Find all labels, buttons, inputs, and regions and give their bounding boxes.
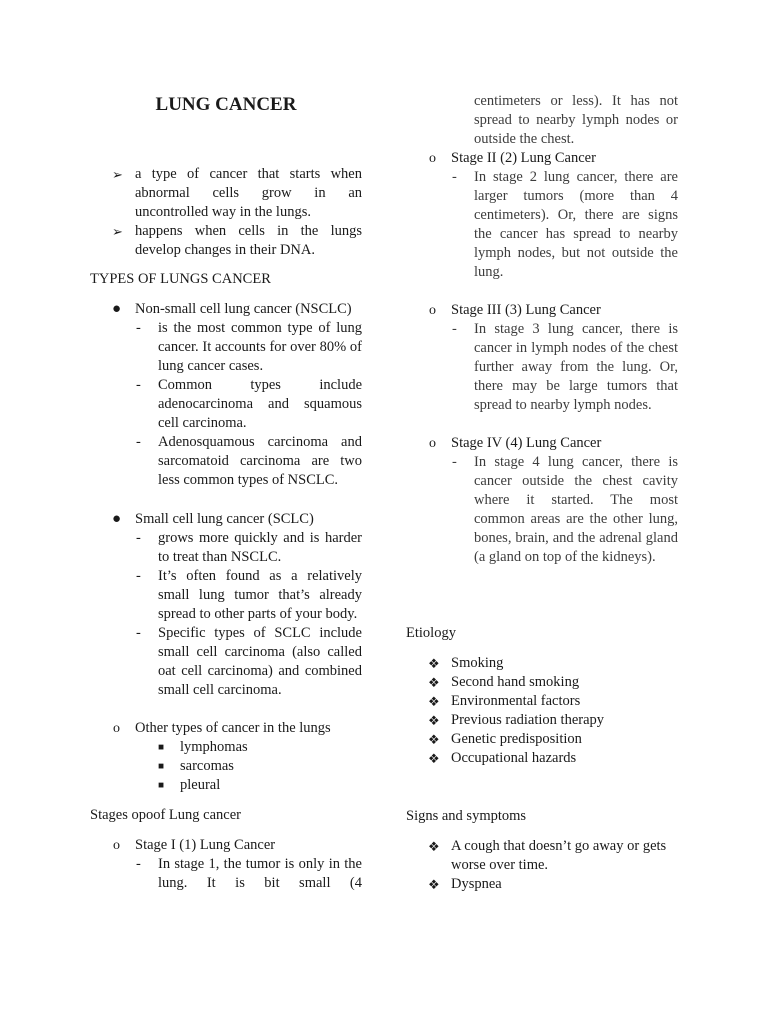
etiology-item: ❖ Smoking (428, 655, 504, 671)
stage3-text: - In stage 3 lung cancer, there is cancer in lymph nodes of the chest further away from the lung. Or, there may be large tumors that spread to nearby lymph nodes. (452, 321, 678, 413)
nsclc-point: - Adenosquamous carcinoma and sarcomatoid carcinoma are two less common types of NSCLC. (136, 434, 362, 488)
dash-bullet-icon: - (136, 530, 141, 546)
dash-bullet-icon: - (452, 321, 457, 337)
etiology-heading: Etiology (406, 625, 456, 641)
stage1-label: o Stage I (1) Lung Cancer (113, 837, 276, 853)
dash-bullet-icon: - (452, 454, 457, 470)
dot-bullet-icon: ● (112, 511, 122, 527)
sclc-point: - grows more quickly and is harder to treat than NSCLC. (136, 530, 362, 565)
stage1-text: - In stage 1, the tumor is only in the lung. It is bit small (4 (136, 856, 362, 891)
sign-item: ❖ A cough that doesn’t go away or gets worse over time. (428, 838, 667, 873)
intro-item: ➢ a type of cancer that starts when abnormal cells grow in an uncontrolled way in the lungs. (112, 166, 362, 220)
intro-item: ➢ happens when cells in the lungs develop changes in their DNA. (112, 223, 362, 258)
sclc-point: - Specific types of SCLC include small cell carcinoma (also called oat cell carcinoma) and combined small cell carcinoma. (136, 625, 362, 698)
etiology-item: ❖ Second hand smoking (428, 674, 580, 690)
dash-bullet-icon: - (136, 320, 141, 336)
stage4-text: - In stage 4 lung cancer, there is cancer outside the chest cavity where it started. The most common areas are the other lung, bones, brain, and the adrenal gland (a gland on top of the kidneys). (452, 454, 678, 565)
right-column (406, 92, 678, 894)
stage2-text: - In stage 2 lung cancer, there are larger tumors (more than 4 centimeters). Or, there are signs the cancer has spread to nearby lymph nodes, but not outside the lung. (452, 169, 678, 280)
diamond-bullet-icon: ❖ (428, 656, 440, 671)
sclc-point: - It’s often found as a relatively small lung tumor that’s already spread to other parts of your body. (136, 568, 362, 622)
diamond-bullet-icon: ❖ (428, 877, 440, 892)
circle-bullet-icon: o (429, 303, 436, 318)
dash-bullet-icon: - (136, 377, 141, 393)
arrow-bullet-icon: ➢ (112, 224, 123, 239)
other-type-item: ■ pleural (158, 777, 221, 793)
etiology-item: ❖ Genetic predisposition (428, 731, 582, 747)
sclc-label: ● Small cell lung cancer (SCLC) (112, 511, 314, 527)
diamond-bullet-icon: ❖ (428, 732, 440, 747)
dash-bullet-icon: - (136, 856, 141, 872)
stage3-label: o Stage III (3) Lung Cancer (429, 302, 601, 318)
circle-bullet-icon: o (429, 436, 436, 451)
other-type-item: ■ sarcomas (158, 758, 234, 774)
diamond-bullet-icon: ❖ (428, 751, 440, 766)
stage2-label: o Stage II (2) Lung Cancer (429, 150, 596, 166)
diamond-bullet-icon: ❖ (428, 713, 440, 728)
dash-bullet-icon: - (136, 434, 141, 450)
stage4-label: o Stage IV (4) Lung Cancer (429, 435, 602, 451)
etiology-item: ❖ Occupational hazards (428, 750, 577, 766)
types-heading: TYPES OF LUNGS CANCER (90, 271, 271, 287)
dash-bullet-icon: - (452, 169, 457, 185)
signs-heading: Signs and symptoms (406, 808, 527, 824)
nsclc-point: - Common types include adenocarcinoma and squamous cell carcinoma. (136, 377, 362, 431)
square-bullet-icon: ■ (158, 761, 165, 772)
left-column (90, 92, 362, 893)
etiology-item: ❖ Previous radiation therapy (428, 712, 605, 728)
sign-item: ❖ Dyspnea (428, 876, 502, 892)
document-title: LUNG CANCER (155, 94, 297, 115)
dot-bullet-icon: ● (112, 301, 122, 317)
stage1-text-continued: centimeters or less). It has not spread to nearby lymph nodes or outside the chest. (474, 93, 678, 147)
nsclc-point: - is the most common type of lung cancer. It accounts for over 80% of lung cancer cases. (136, 320, 362, 374)
nsclc-label: ● Non-small cell lung cancer (NSCLC) (112, 301, 352, 317)
circle-bullet-icon: o (429, 151, 436, 166)
circle-bullet-icon: o (113, 721, 120, 736)
circle-bullet-icon: o (113, 838, 120, 853)
other-types-label: o Other types of cancer in the lungs (113, 720, 331, 736)
dash-bullet-icon: - (136, 568, 141, 584)
dash-bullet-icon: - (136, 625, 141, 641)
arrow-bullet-icon: ➢ (112, 167, 123, 182)
stages-heading: Stages opoof Lung cancer (90, 807, 241, 823)
diamond-bullet-icon: ❖ (428, 839, 440, 854)
diamond-bullet-icon: ❖ (428, 694, 440, 709)
square-bullet-icon: ■ (158, 780, 165, 791)
other-type-item: ■ lymphomas (158, 739, 248, 755)
etiology-item: ❖ Environmental factors (428, 693, 581, 709)
square-bullet-icon: ■ (158, 742, 165, 753)
diamond-bullet-icon: ❖ (428, 675, 440, 690)
